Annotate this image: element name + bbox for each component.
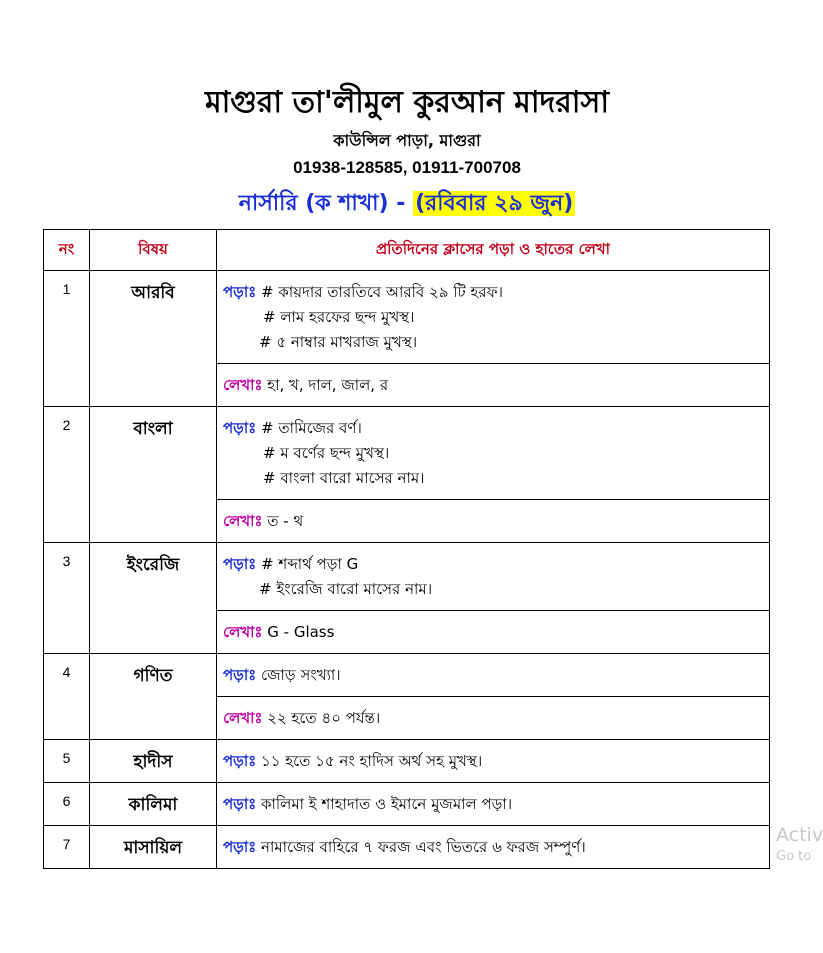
write-text: G - Glass [267, 623, 335, 641]
write-cell [217, 500, 770, 543]
read-line: পড়াঃ # কায়দার তারতিবে আরবি ২৯ টি হরফ। [223, 283, 503, 301]
read-cell [217, 271, 770, 364]
read-label: পড়াঃ [223, 555, 257, 573]
table-row [44, 543, 770, 611]
write-text: ২২ হতে ৪০ পর্যন্ত। [267, 709, 381, 727]
table-row [44, 826, 770, 869]
read-line: পড়াঃ ১১ হতে ১৫ নং হাদিস অর্থ সহ মুখস্থ। [223, 752, 483, 770]
write-label: লেখাঃ [223, 623, 263, 641]
activation-watermark-line1: Activ [776, 824, 823, 846]
class-day-highlight: (রবিবার ২৯ জুন) [415, 191, 574, 216]
table-row [44, 740, 770, 783]
school-title: মাগুরা তা'লীমুল কুরআন মাদরাসা [204, 85, 610, 120]
read-label: পড়াঃ [223, 795, 257, 813]
school-address: কাউন্সিল পাড়া, মাগুরা [333, 131, 481, 150]
read-label: পড়াঃ [223, 283, 257, 301]
table-row [44, 271, 770, 364]
read-line: # ম বর্ণের ছন্দ মুখস্থ। [263, 444, 390, 462]
read-label: পড়াঃ [223, 838, 257, 856]
write-cell [217, 697, 770, 740]
read-line: পড়াঃ নামাজের বাহিরে ৭ ফরজ এবং ভিতরে ৬ ফরজ সম্পুর্ণ। [223, 838, 586, 856]
row-number: 7 [44, 826, 90, 869]
header-number: নং [44, 230, 90, 271]
table-row [44, 407, 770, 500]
class-line [0, 186, 814, 223]
row-subject: মাসায়িল [90, 826, 217, 869]
phone-numbers: 01938-128585, 01911-700708 [293, 158, 521, 177]
read-cell [217, 654, 770, 697]
table-row [44, 654, 770, 697]
row-subject: গণিত [90, 654, 217, 740]
read-cell [217, 407, 770, 500]
table-row [44, 783, 770, 826]
activation-watermark-line2: Go to [776, 849, 812, 864]
class-name: নার্সারি (ক শাখা) [238, 191, 389, 216]
row-subject: হাদীস [90, 740, 217, 783]
table-header-row [44, 230, 770, 271]
header-content: প্রতিদিনের ক্লাসের পড়া ও হাতের লেখা [217, 230, 770, 271]
class-separator: - [388, 191, 414, 216]
write-text: হা, খ, দাল, জাল, র [267, 376, 389, 394]
read-label: পড়াঃ [223, 752, 257, 770]
write-cell [217, 364, 770, 407]
read-line: # ইংরেজি বারো মাসের নাম। [259, 580, 433, 598]
read-line: # ৫ নাম্বার মাখরাজ মুখস্থ। [259, 333, 418, 351]
read-cell [217, 783, 770, 826]
read-line: পড়াঃ # তামিজের বর্ণ। [223, 419, 362, 437]
read-line: পড়াঃ জোড় সংখ্যা। [223, 666, 341, 684]
lesson-table [43, 229, 770, 869]
read-cell [217, 826, 770, 869]
row-number: 6 [44, 783, 90, 826]
read-line: # বাংলা বারো মাসের নাম। [263, 469, 425, 487]
read-label: পড়াঃ [223, 419, 257, 437]
row-number: 1 [44, 271, 90, 407]
write-label: লেখাঃ [223, 709, 263, 727]
row-subject: ইংরেজি [90, 543, 217, 654]
write-label: লেখাঃ [223, 512, 263, 530]
read-label: পড়াঃ [223, 666, 257, 684]
row-number: 4 [44, 654, 90, 740]
read-cell [217, 543, 770, 611]
row-number: 2 [44, 407, 90, 543]
write-label: লেখাঃ [223, 376, 263, 394]
read-cell [217, 740, 770, 783]
row-number: 5 [44, 740, 90, 783]
row-number: 3 [44, 543, 90, 654]
read-line: # লাম হরফের ছন্দ মুখস্থ। [263, 308, 415, 326]
write-cell [217, 611, 770, 654]
read-line: পড়াঃ কালিমা ই শাহাদাত ও ইমানে মুজমাল পড়া। [223, 795, 513, 813]
write-text: ত - থ [267, 512, 304, 530]
row-subject: আরবি [90, 271, 217, 407]
row-subject: কালিমা [90, 783, 217, 826]
header-subject: বিষয় [90, 230, 217, 271]
read-line: পড়াঃ # শব্দার্থ পড়া G [223, 555, 359, 573]
row-subject: বাংলা [90, 407, 217, 543]
